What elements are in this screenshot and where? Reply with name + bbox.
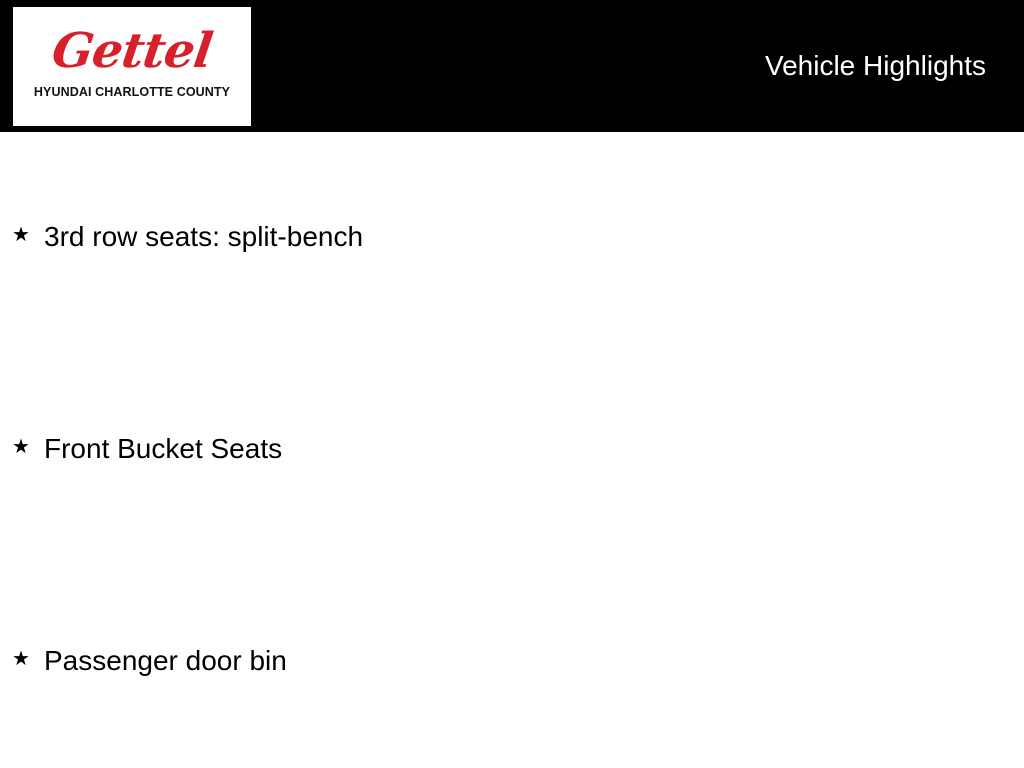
logo-script-text: Gettel xyxy=(48,23,216,79)
dealer-logo xyxy=(13,7,251,126)
highlight-item xyxy=(12,433,282,465)
highlight-label: Front Bucket Seats xyxy=(44,433,283,464)
header-bar xyxy=(0,0,1024,132)
highlight-item xyxy=(12,221,363,253)
star-icon: ★ xyxy=(12,224,30,246)
page-title: Vehicle Highlights xyxy=(764,50,986,81)
highlight-item xyxy=(12,645,287,677)
highlight-label: Passenger door bin xyxy=(44,645,287,676)
star-icon: ★ xyxy=(12,436,30,458)
star-icon: ★ xyxy=(12,648,30,670)
logo-subtitle: HYUNDAI CHARLOTTE COUNTY xyxy=(33,85,231,99)
highlight-label: 3rd row seats: split-bench xyxy=(44,221,364,252)
